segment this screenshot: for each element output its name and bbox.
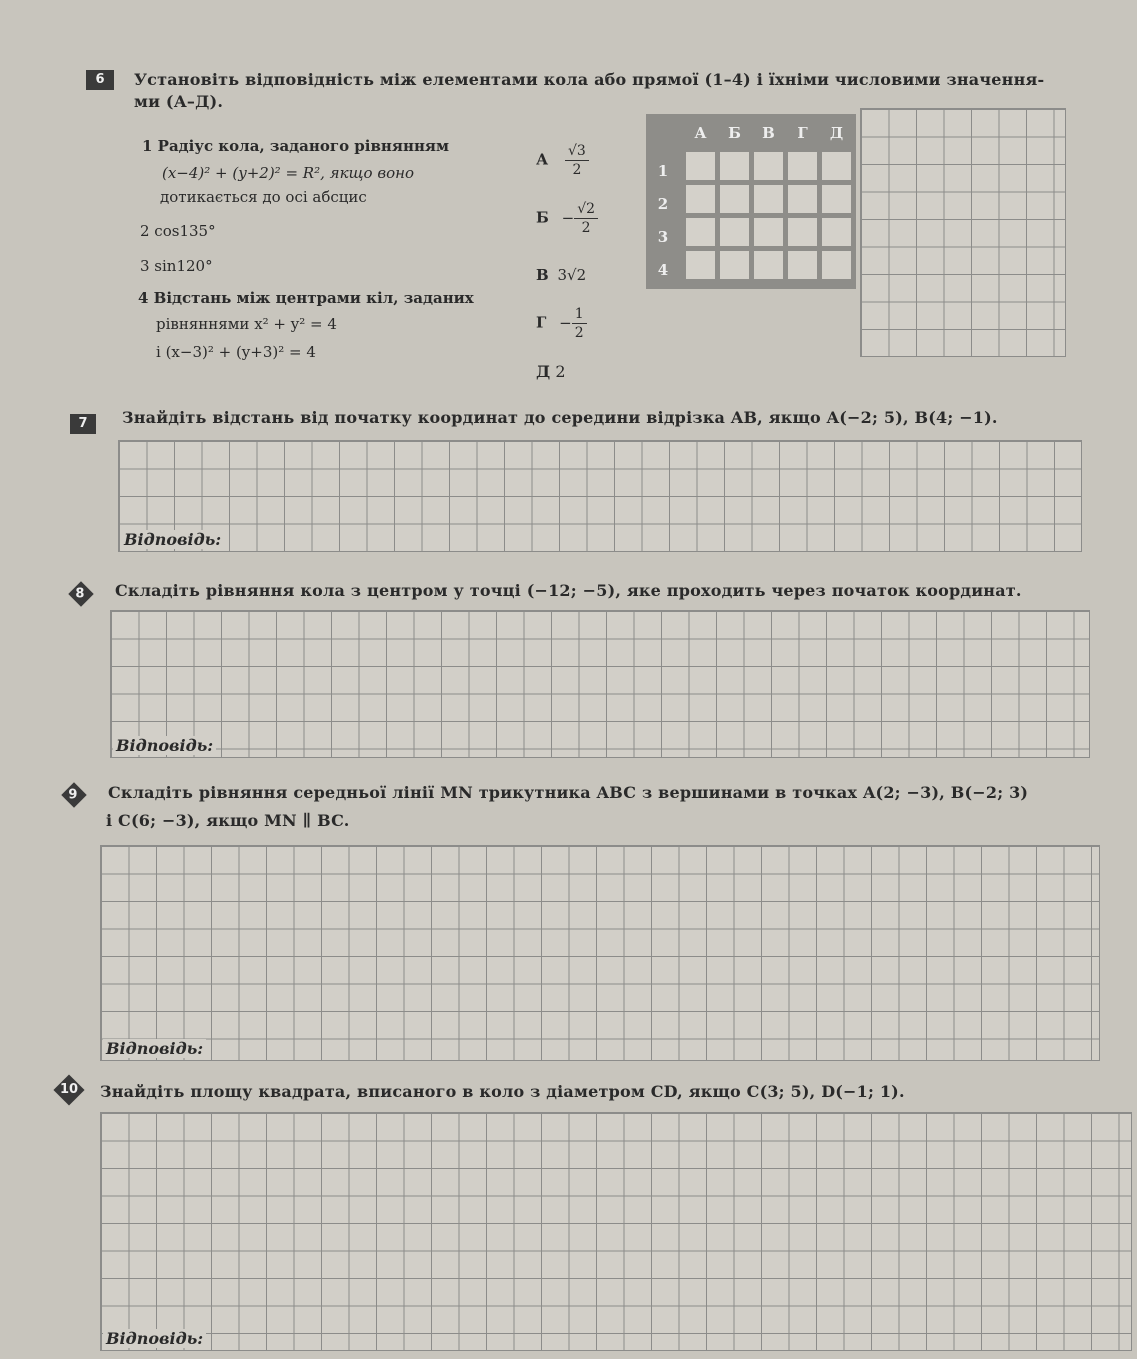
task-8-text: Складіть рівняння кола з центром у точці (−12; −5), яке проходить через початок координат. <box>115 581 1022 600</box>
answer-matrix <box>646 114 856 289</box>
item-2: 2 cos135° <box>140 222 216 240</box>
option-c: В 3√2 <box>536 266 587 284</box>
matrix-cell[interactable] <box>822 185 851 213</box>
matrix-cell[interactable] <box>754 185 783 213</box>
matrix-cell[interactable] <box>686 218 715 246</box>
task-number-badge: 10 <box>53 1074 84 1105</box>
answer-grid-10[interactable] <box>100 1112 1132 1351</box>
item-3: 3 sin120° <box>140 257 213 275</box>
matrix-cell[interactable] <box>822 251 851 279</box>
item-1-cont: дотикається до осі абсцис <box>160 188 367 206</box>
matrix-cell[interactable] <box>788 152 817 180</box>
answer-label: Відповідь: <box>103 1039 206 1058</box>
task-number-badge: 9 <box>61 782 86 807</box>
item-1-equation: (x−4)² + (y+2)² = R², якщо воно <box>162 164 415 182</box>
matrix-row-header: 2 <box>657 195 669 213</box>
answer-grid-7[interactable] <box>118 440 1082 552</box>
matrix-cell[interactable] <box>754 251 783 279</box>
matrix-cell[interactable] <box>720 185 749 213</box>
matrix-cell[interactable] <box>720 251 749 279</box>
matrix-cell[interactable] <box>686 185 715 213</box>
matrix-cell[interactable] <box>754 152 783 180</box>
matrix-col-header: Б <box>728 124 741 142</box>
matrix-col-header: Д <box>829 124 844 142</box>
matrix-cell[interactable] <box>686 152 715 180</box>
answer-label: Відповідь: <box>121 530 224 549</box>
answer-label: Відповідь: <box>103 1329 206 1348</box>
matrix-cell[interactable] <box>788 185 817 213</box>
item-4-eq2: і (x−3)² + (y+3)² = 4 <box>156 343 316 361</box>
answer-label: Відповідь: <box>113 736 216 755</box>
option-d: Г − $\frac{1}{2}$ <box>536 305 587 342</box>
matrix-cell[interactable] <box>822 218 851 246</box>
matrix-row-header: 1 <box>657 162 669 180</box>
answer-grid-9[interactable] <box>100 845 1100 1061</box>
task-6-text: Установіть відповідність між елементами кола або прямої (1–4) і їхніми числовими значення- <box>134 70 1045 89</box>
matrix-cell[interactable] <box>686 251 715 279</box>
scratch-grid-6[interactable] <box>860 108 1066 357</box>
matrix-cell[interactable] <box>822 152 851 180</box>
matrix-row-header: 3 <box>657 228 669 246</box>
answer-grid-8[interactable] <box>110 610 1090 758</box>
matrix-col-header: Г <box>797 124 808 142</box>
task-7-text: Знайдіть відстань від початку координат до середини відрізка AB, якщо A(−2; 5), B(4; −1). <box>122 408 998 427</box>
item-1: 1 Радіус кола, заданого рівнянням <box>142 137 450 155</box>
option-b: Б − $\frac{√2}{2}$ <box>536 200 598 237</box>
item-4-eq1: рівняннями x² + y² = 4 <box>156 315 337 333</box>
matrix-cell[interactable] <box>720 152 749 180</box>
task-number-badge: 6 <box>86 70 114 90</box>
matrix-cell[interactable] <box>788 251 817 279</box>
matrix-cell[interactable] <box>720 218 749 246</box>
matrix-cell[interactable] <box>788 218 817 246</box>
option-a: А $\frac{√3}{2}$ <box>536 142 589 179</box>
matrix-col-header: А <box>694 124 707 142</box>
matrix-col-header: В <box>762 124 775 142</box>
task-10-text: Знайдіть площу квадрата, вписаного в коло з діаметром CD, якщо C(3; 5), D(−1; 1). <box>100 1082 905 1101</box>
task-number-badge: 8 <box>68 581 93 606</box>
task-9-text: Складіть рівняння середньої лінії MN трикутника ABC з вершинами в точках A(2; −3), B(−2; 3) <box>108 783 1029 802</box>
task-9-text-cont: і C(6; −3), якщо MN ∥ BC. <box>106 811 350 830</box>
item-4: 4 Відстань між центрами кіл, заданих <box>138 289 474 307</box>
task-6-text-cont: ми (А–Д). <box>134 92 224 111</box>
matrix-cell[interactable] <box>754 218 783 246</box>
matrix-row-header: 4 <box>657 261 669 279</box>
option-e: Д 2 <box>536 362 566 381</box>
task-number-badge: 7 <box>70 414 96 434</box>
